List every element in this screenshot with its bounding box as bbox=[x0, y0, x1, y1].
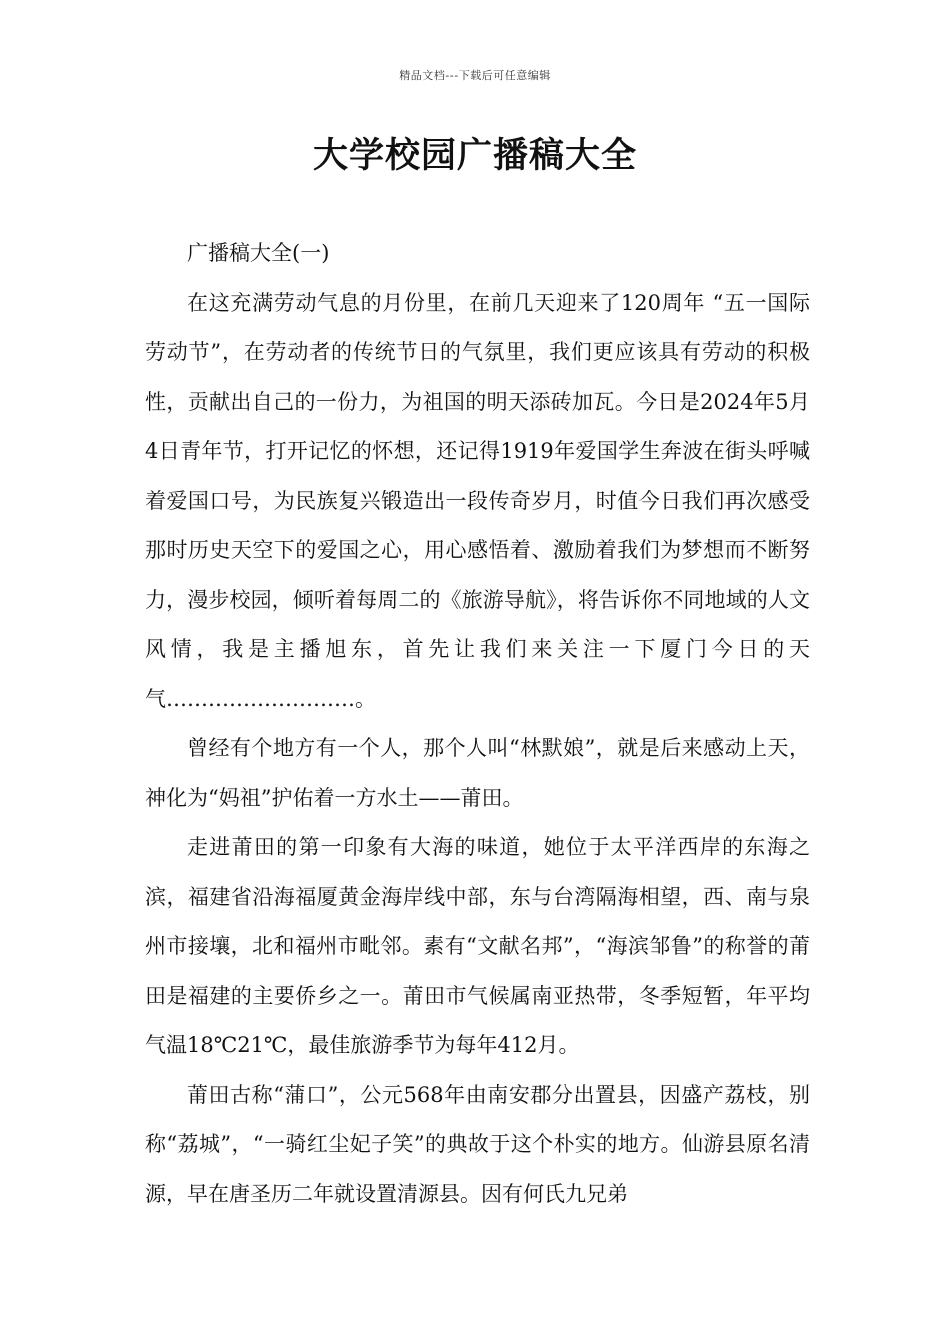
paragraph: 莆田古称“蒲口”，公元568年由南安郡分出置县，因盛产荔枝，别称“荔城”，“一骑红尘妃子笑”的典故于这个朴实的地方。仙游县原名清源，早在唐圣历二年就设置清源县。因有何氏九兄弟 bbox=[145, 1082, 810, 1206]
document-title: 大学校园广播稿大全 bbox=[312, 136, 637, 176]
paragraph: 走进莆田的第一印象有大海的味道，她位于太平洋西岸的东海之滨，福建省沿海福厦黄金海岸线中部，东与台湾隔海相望，西、南与泉州市接壤，北和福州市毗邻。素有“文献名邦”，“海滨邹鲁”的称誉的莆田是福建的主要侨乡之一。莆田市气候属南亚热带，冬季短暂，年平均气温18℃21℃，最佳旅游季节为每年412月。 bbox=[145, 835, 810, 1057]
section-heading: 广播稿大全(一) bbox=[187, 241, 330, 265]
header-note: 精品文档---下载后可任意编辑 bbox=[399, 69, 551, 82]
paragraph: 曾经有个地方有一个人，那个人叫“林默娘”，就是后来感动上天，神化为“妈祖”护佑着一方水土——莆田。 bbox=[145, 736, 810, 810]
paragraph: 在这充满劳动气息的月份里，在前几天迎来了120周年 “五一国际劳动节”，在劳动者的传统节日的气氛里，我们更应该具有劳动的积极性，贡献出自己的一份力，为祖国的明天添砖加瓦。今日是2024年5月4日青年节，打开记忆的怀想，还记得1919年爱国学生奔波在街头呼喊着爱国口号，为民族复兴锻造出一段传奇岁月，时值今日我们再次感受那时历史天空下的爱国之心，用心感悟着、激励着我们为梦想而不断努力，漫步校园，倾听着每周二的《旅游导航》，将告诉你不同地域的人文风情，我是主播旭东，首先让我们来关注一下厦门今日的天气………………………。 bbox=[145, 290, 810, 711]
document-body bbox=[145, 229, 810, 1219]
